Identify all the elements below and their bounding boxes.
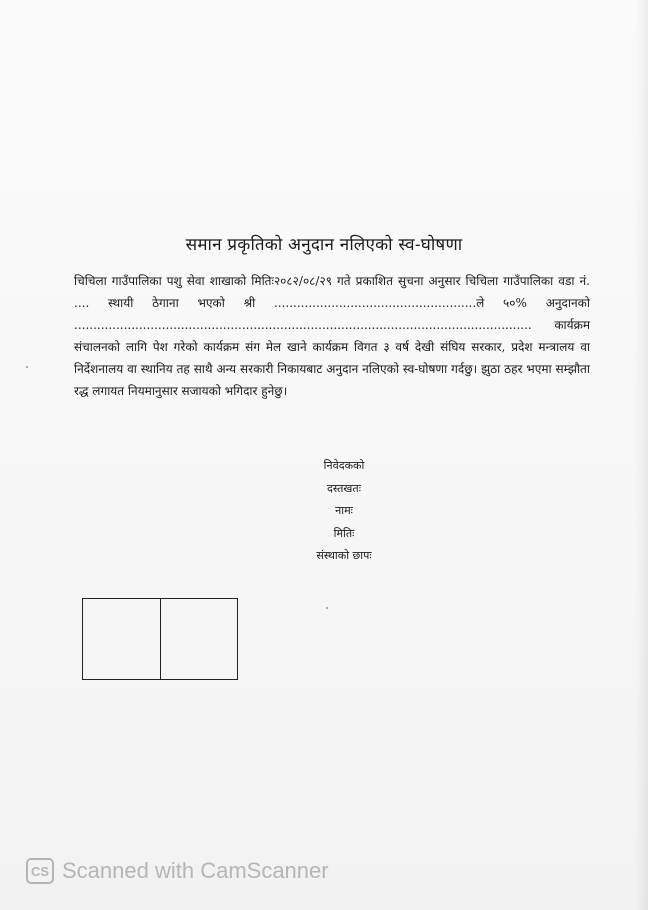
- signature-label: दस्तखतः: [327, 481, 361, 495]
- scan-speck: [26, 366, 28, 368]
- thumbprint-box: [82, 598, 238, 680]
- declaration-text: चिचिला गाउँपालिका पशु सेवा शाखाको मितिः२०८२/०८/२९ गते प्रकाशित सुचना अनुसार चिचिला गाउँपालिका वडा नं. .... स्थायी ठेगाना भएको श्री .....................................................ले ५०% अनुदानको ........................................................................................................................ कार्यक्रम संचालनको लागि पेश गरेको कार्यक्रम संग मेल खाने कार्यक्रम विगत ३ वर्ष देखी संघिय सरकार, प्रदेश मन्त्रालय वा निर्देशनालय वा स्थानिय तह साथै अन्य सरकारी निकायबाट अनुदान नलिएको स्व-घोषणा गर्दछु। झुठा ठहर भएमा सम्झौता रद्ध लगायत नियमानुसार सजायको भगिदार हुनेछु।: [74, 274, 590, 398]
- declaration-paragraph: [74, 270, 590, 402]
- stamp-label: संस्थाको छापः: [316, 549, 372, 562]
- page-edge-shadow: [634, 0, 648, 910]
- camscanner-logo-icon: CS: [26, 858, 54, 884]
- signature-block: [224, 455, 464, 568]
- name-label: नामः: [335, 504, 353, 517]
- thumbprint-right-cell: [161, 599, 238, 679]
- camscanner-watermark: [26, 858, 329, 884]
- watermark-text: Scanned with CamScanner: [62, 858, 329, 883]
- thumbprint-left-cell: [83, 599, 161, 679]
- scan-speck: [326, 607, 328, 609]
- date-label: मितिः: [333, 526, 355, 540]
- applicant-label: निवेदकको: [323, 459, 365, 472]
- document-title: समान प्रकृतिको अनुदान नलिएको स्व-घोषणा: [185, 235, 463, 255]
